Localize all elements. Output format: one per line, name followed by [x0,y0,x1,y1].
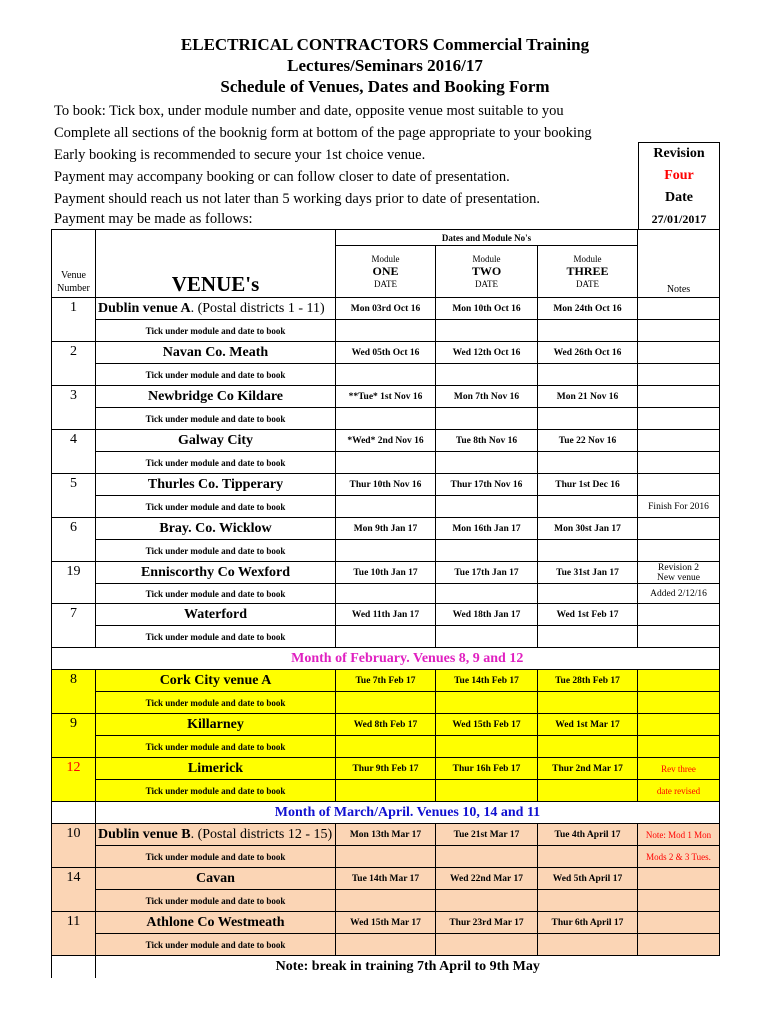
tick-instruction: Tick under module and date to book [96,496,336,518]
venue-number: 8 [52,670,96,714]
notes-cell: Mods 2 & 3 Tues. [638,846,720,868]
intro-line: Payment should reach us not later than 5 working days prior to date of presentation. [54,191,541,207]
tick-instruction: Tick under module and date to book [96,692,336,714]
module-three-date: Thur 6th April 17 [538,912,638,934]
module-one-date: Tue 7th Feb 17 [336,670,436,692]
module-two-tick-box[interactable] [436,846,538,868]
venue-number: 6 [52,518,96,562]
venue-name: Enniscorthy Co Wexford [96,562,336,584]
venue-name: Dublin venue A. (Postal districts 1 - 11) [96,298,336,320]
venue-name: Cavan [96,868,336,890]
tick-instruction: Tick under module and date to book [96,846,336,868]
module-one-tick-box[interactable] [336,780,436,802]
module-one-date: Wed 15th Mar 17 [336,912,436,934]
module-three-tick-box[interactable] [538,626,638,648]
module-three-date: Tue 22 Nov 16 [538,430,638,452]
revision-label: Revision [653,146,705,161]
tick-instruction: Tick under module and date to book [96,364,336,386]
venue-name: Athlone Co Westmeath [96,912,336,934]
tick-row [52,364,720,386]
module-two-date: Tue 21st Mar 17 [436,824,538,846]
venue-row [52,758,720,780]
module-two-tick-box[interactable] [436,934,538,956]
venue-row [52,912,720,934]
venue-number: 11 [52,912,96,956]
module-two-date: Tue 14th Feb 17 [436,670,538,692]
module-three-date: Wed 5th April 17 [538,868,638,890]
venue-number: 19 [52,562,96,604]
notes-cell: Rev three [638,758,720,780]
module-one-date: **Tue* 1st Nov 16 [336,386,436,408]
venue-row [52,430,720,452]
intro-line: Complete all sections of the booknig form at bottom of the page appropriate to your booking [54,125,592,141]
february-heading: Month of February. Venues 8, 9 and 12 [96,648,720,670]
notes-cell [638,890,720,912]
module-two-date: Thur 16h Feb 17 [436,758,538,780]
notes-cell [638,408,720,430]
module-one-date: Mon 13th Mar 17 [336,824,436,846]
module-one-date: Thur 10th Nov 16 [336,474,436,496]
module-one-tick-box[interactable] [336,626,436,648]
notes-cell [638,604,720,626]
tick-row [52,584,720,604]
notes-cell [638,386,720,408]
module-one-tick-box[interactable] [336,452,436,474]
module-three-tick-box[interactable] [538,890,638,912]
venue-name: Thurles Co. Tipperary [96,474,336,496]
module-two-tick-box[interactable] [436,626,538,648]
module-two-tick-box[interactable] [436,496,538,518]
module-one-tick-box[interactable] [336,364,436,386]
module-two-date: Tue 8th Nov 16 [436,430,538,452]
module-three-date: Thur 1st Dec 16 [538,474,638,496]
module-one-date: Wed 05th Oct 16 [336,342,436,364]
module-three-tick-box[interactable] [538,934,638,956]
module-two-date: Mon 7th Nov 16 [436,386,538,408]
module-one-header: Module ONE DATE [336,246,436,298]
module-two-date: Thur 23rd Mar 17 [436,912,538,934]
venue-number: 14 [52,868,96,912]
notes-cell [638,626,720,648]
venue-number: 5 [52,474,96,518]
tick-row [52,452,720,474]
venue-name: Limerick [96,758,336,780]
tick-instruction: Tick under module and date to book [96,540,336,562]
notes-cell [638,714,720,736]
module-two-date: Thur 17th Nov 16 [436,474,538,496]
tick-row [52,736,720,758]
revision-date: 27/01/2017 [651,212,707,226]
module-two-tick-box[interactable] [436,364,538,386]
title-line-3: Schedule of Venues, Dates and Booking Form [220,77,550,96]
venues-header: VENUE's [96,246,336,298]
notes-cell: date revised [638,780,720,802]
module-three-tick-box[interactable] [538,408,638,430]
module-two-date: Mon 16th Jan 17 [436,518,538,540]
module-two-date: Mon 10th Oct 16 [436,298,538,320]
notes-cell [638,692,720,714]
footer-row [52,956,720,978]
module-one-tick-box[interactable] [336,736,436,758]
venue-name: Killarney [96,714,336,736]
venue-row [52,562,720,584]
module-two-tick-box[interactable] [436,584,538,604]
revision-value: Four [664,168,694,183]
intro-line: Early booking is recommended to secure your 1st choice venue. [54,147,426,163]
module-three-date: Mon 21 Nov 16 [538,386,638,408]
module-three-date: Tue 4th April 17 [538,824,638,846]
schedule-table [51,229,720,978]
notes-cell [638,518,720,540]
revision-box [638,142,720,230]
module-three-date: Tue 28th Feb 17 [538,670,638,692]
venue-row [52,474,720,496]
module-two-tick-box[interactable] [436,408,538,430]
venue-row [52,824,720,846]
module-one-date: Mon 9th Jan 17 [336,518,436,540]
venue-number: 1 [52,298,96,342]
title-line-2: Lectures/Seminars 2016/17 [287,56,483,75]
module-three-date: Wed 26th Oct 16 [538,342,638,364]
module-three-tick-box[interactable] [538,320,638,342]
module-two-tick-box[interactable] [436,320,538,342]
module-one-date: Mon 03rd Oct 16 [336,298,436,320]
module-one-tick-box[interactable] [336,320,436,342]
venue-row [52,342,720,364]
module-three-tick-box[interactable] [538,364,638,386]
venue-number: 12 [52,758,96,802]
venue-name: Navan Co. Meath [96,342,336,364]
module-one-tick-box[interactable] [336,934,436,956]
notes-cell [638,320,720,342]
module-two-tick-box[interactable] [436,736,538,758]
module-three-tick-box[interactable] [538,736,638,758]
module-two-date: Wed 22nd Mar 17 [436,868,538,890]
module-three-tick-box[interactable] [538,496,638,518]
module-one-tick-box[interactable] [336,584,436,604]
notes-cell [638,736,720,758]
module-three-date: Wed 1st Mar 17 [538,714,638,736]
module-two-date: Tue 17th Jan 17 [436,562,538,584]
venue-number: 3 [52,386,96,430]
venue-row [52,298,720,320]
revision-date-label: Date [665,190,693,205]
notes-cell [638,912,720,934]
venue-row [52,386,720,408]
tick-row [52,408,720,430]
tick-row [52,496,720,518]
module-one-date: Tue 14th Mar 17 [336,868,436,890]
module-three-date: Wed 1st Feb 17 [538,604,638,626]
notes-cell: Finish For 2016 [638,496,720,518]
venue-row [52,670,720,692]
module-one-date: Tue 10th Jan 17 [336,562,436,584]
dates-header: Dates and Module No's [336,230,638,246]
tick-row [52,692,720,714]
notes-cell: Note: Mod 1 Mon [638,824,720,846]
intro-line: Payment may accompany booking or can follow closer to date of presentation. [54,169,510,185]
module-one-tick-box[interactable] [336,408,436,430]
module-three-date: Tue 31st Jan 17 [538,562,638,584]
venue-number: 7 [52,604,96,648]
tick-row [52,540,720,562]
module-two-tick-box[interactable] [436,452,538,474]
module-two-tick-box[interactable] [436,780,538,802]
footer-note: Note: break in training 7th April to 9th May [96,956,720,978]
module-one-date: Wed 8th Feb 17 [336,714,436,736]
module-one-date: Wed 11th Jan 17 [336,604,436,626]
notes-header: Notes [638,246,720,298]
module-one-tick-box[interactable] [336,496,436,518]
venue-name: Galway City [96,430,336,452]
tick-instruction: Tick under module and date to book [96,890,336,912]
venue-name: Bray. Co. Wicklow [96,518,336,540]
module-two-tick-box[interactable] [436,692,538,714]
module-one-date: *Wed* 2nd Nov 16 [336,430,436,452]
module-two-date: Wed 18th Jan 17 [436,604,538,626]
module-two-date: Wed 12th Oct 16 [436,342,538,364]
march-section-row [52,802,720,824]
venue-number: 4 [52,430,96,474]
module-three-date: Mon 24th Oct 16 [538,298,638,320]
notes-cell: Revision 2 New venue [638,562,720,584]
notes-cell [638,452,720,474]
tick-instruction: Tick under module and date to book [96,736,336,758]
tick-instruction: Tick under module and date to book [96,584,336,604]
tick-instruction: Tick under module and date to book [96,320,336,342]
march-heading: Month of March/April. Venues 10, 14 and 11 [96,802,720,824]
notes-cell [638,934,720,956]
module-three-tick-box[interactable] [538,452,638,474]
tick-instruction: Tick under module and date to book [96,780,336,802]
tick-row [52,626,720,648]
module-one-tick-box[interactable] [336,692,436,714]
tick-instruction: Tick under module and date to book [96,934,336,956]
module-one-tick-box[interactable] [336,846,436,868]
notes-cell [638,474,720,496]
notes-cell [638,540,720,562]
tick-instruction: Tick under module and date to book [96,452,336,474]
tick-row [52,846,720,868]
february-section-row [52,648,720,670]
tick-row [52,320,720,342]
venue-name: Cork City venue A [96,670,336,692]
module-three-header: Module THREE DATE [538,246,638,298]
module-two-header: Module TWO DATE [436,246,538,298]
venue-row [52,714,720,736]
venue-number-header: Venue Number [52,246,96,298]
venue-number: 2 [52,342,96,386]
module-three-tick-box[interactable] [538,584,638,604]
tick-row [52,934,720,956]
module-three-tick-box[interactable] [538,846,638,868]
tick-row [52,890,720,912]
venue-row [52,868,720,890]
notes-cell [638,364,720,386]
venue-name: Newbridge Co Kildare [96,386,336,408]
document-title [0,34,770,97]
module-two-date: Wed 15th Feb 17 [436,714,538,736]
intro-line: To book: Tick box, under module number and date, opposite venue most suitable to you [54,103,564,119]
module-three-tick-box[interactable] [538,540,638,562]
notes-cell: Added 2/12/16 [638,584,720,604]
module-three-tick-box[interactable] [538,692,638,714]
venue-row [52,604,720,626]
module-two-tick-box[interactable] [436,890,538,912]
tick-instruction: Tick under module and date to book [96,626,336,648]
notes-cell [638,298,720,320]
notes-cell [638,868,720,890]
notes-cell [638,430,720,452]
module-three-date: Thur 2nd Mar 17 [538,758,638,780]
tick-row [52,780,720,802]
module-one-tick-box[interactable] [336,890,436,912]
venue-row [52,518,720,540]
venue-name: Dublin venue B. (Postal districts 12 - 15) [96,824,336,846]
module-two-tick-box[interactable] [436,540,538,562]
intro-line: Payment may be made as follows: [54,211,253,227]
module-one-date: Thur 9th Feb 17 [336,758,436,780]
module-one-tick-box[interactable] [336,540,436,562]
venue-number: 10 [52,824,96,868]
notes-cell [638,670,720,692]
module-three-tick-box[interactable] [538,780,638,802]
tick-instruction: Tick under module and date to book [96,408,336,430]
title-line-1: ELECTRICAL CONTRACTORS Commercial Training [180,35,590,54]
module-three-date: Mon 30st Jan 17 [538,518,638,540]
venue-name: Waterford [96,604,336,626]
notes-cell [638,342,720,364]
venue-number: 9 [52,714,96,758]
